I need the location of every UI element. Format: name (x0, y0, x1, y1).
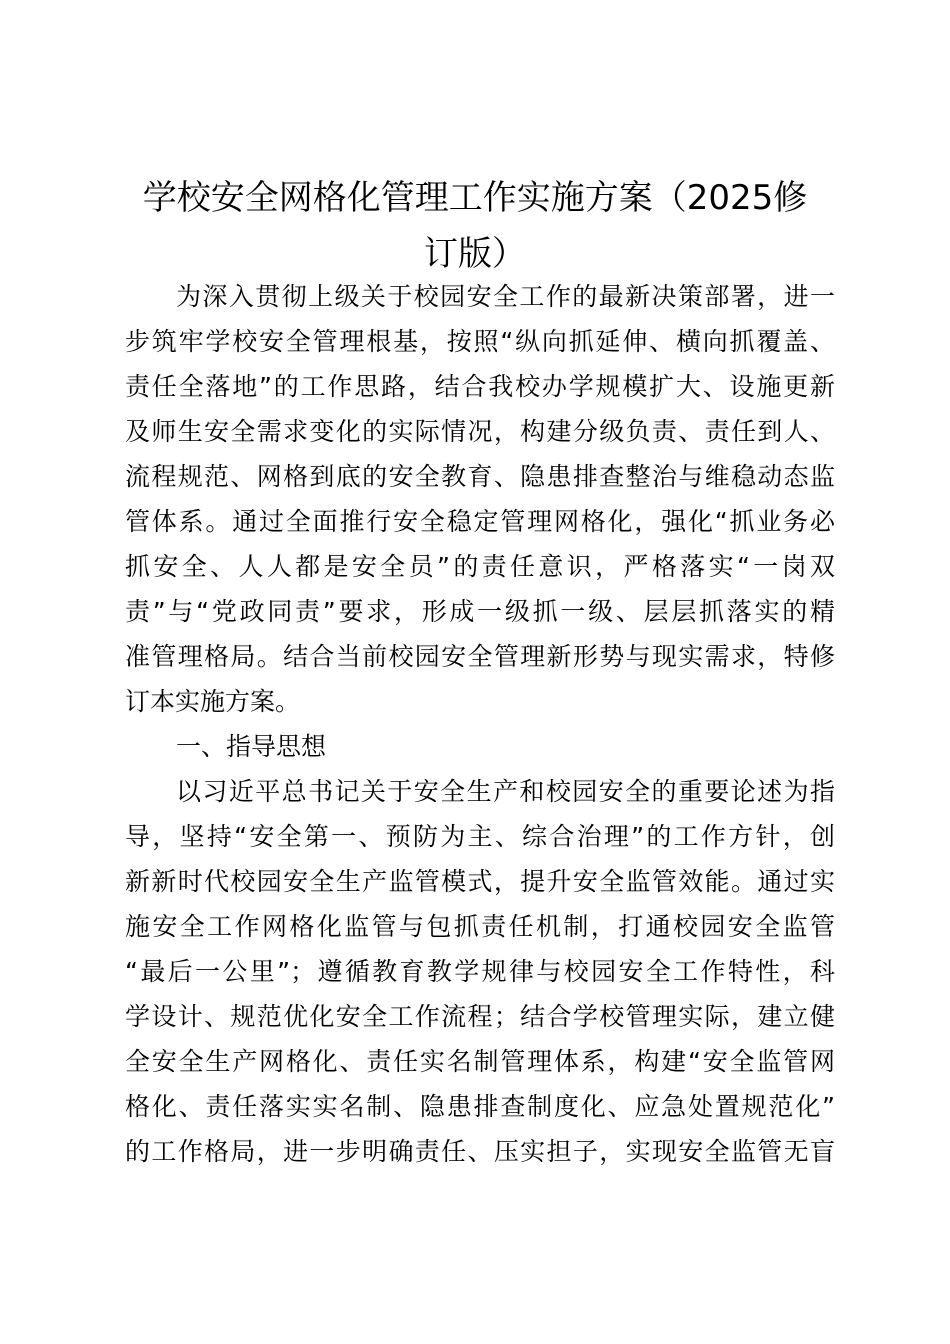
title-line-1: 学校安全网格化管理工作实施方案（2025修 (142, 178, 808, 218)
paragraph-line: 新新时代校园安全生产监管模式，提升安全监管效能。通过实 (125, 867, 835, 896)
paragraph-line: 责任全落地”的工作思路，结合我校办学规模扩大、设施更新 (125, 372, 835, 401)
paragraph-line: 施安全工作网格化监管与包抓责任机制，打通校园安全监管 (125, 912, 835, 941)
section-heading: 一、指导思想 (176, 732, 327, 761)
paragraph-line: “最后一公里”；遵循教育教学规律与校园安全工作特性，科 (125, 957, 835, 986)
paragraph-line: 导，坚持“安全第一、预防为主、综合治理”的工作方针，创 (125, 822, 835, 851)
paragraph-line: 格化、责任落实实名制、隐患排查制度化、应急处置规范化” (125, 1092, 835, 1121)
document-body (125, 274, 835, 1174)
paragraph-line: 管体系。通过全面推行安全稳定管理网格化，强化“抓业务必 (125, 507, 835, 536)
paragraph-line: 学设计、规范优化安全工作流程；结合学校管理实际，建立健 (125, 1002, 835, 1031)
paragraph-line: 为深入贯彻上级关于校园安全工作的最新决策部署，进一 (176, 282, 835, 311)
document-title (100, 170, 850, 282)
paragraph-line: 流程规范、网格到底的安全教育、隐患排查整治与维稳动态监 (125, 462, 835, 491)
paragraph-line: 订本实施方案。 (125, 687, 301, 716)
paragraph-line: 准管理格局。结合当前校园安全管理新形势与现实需求，特修 (125, 642, 835, 671)
title-line-2: 订版） (424, 234, 526, 274)
paragraph-line: 责”与“党政同责”要求，形成一级抓一级、层层抓落实的精 (125, 597, 835, 626)
paragraph-line: 的工作格局，进一步明确责任、压实担子，实现安全监管无盲 (125, 1137, 835, 1166)
paragraph-line: 步筑牢学校安全管理根基，按照“纵向抓延伸、横向抓覆盖、 (125, 327, 835, 356)
paragraph-line: 及师生安全需求变化的实际情况，构建分级负责、责任到人、 (125, 417, 835, 446)
paragraph-line: 抓安全、人人都是安全员”的责任意识，严格落实“一岗双 (125, 552, 835, 581)
paragraph-line: 全安全生产网格化、责任实名制管理体系，构建“安全监管网 (125, 1047, 835, 1076)
paragraph-line: 以习近平总书记关于安全生产和校园安全的重要论述为指 (176, 777, 835, 806)
